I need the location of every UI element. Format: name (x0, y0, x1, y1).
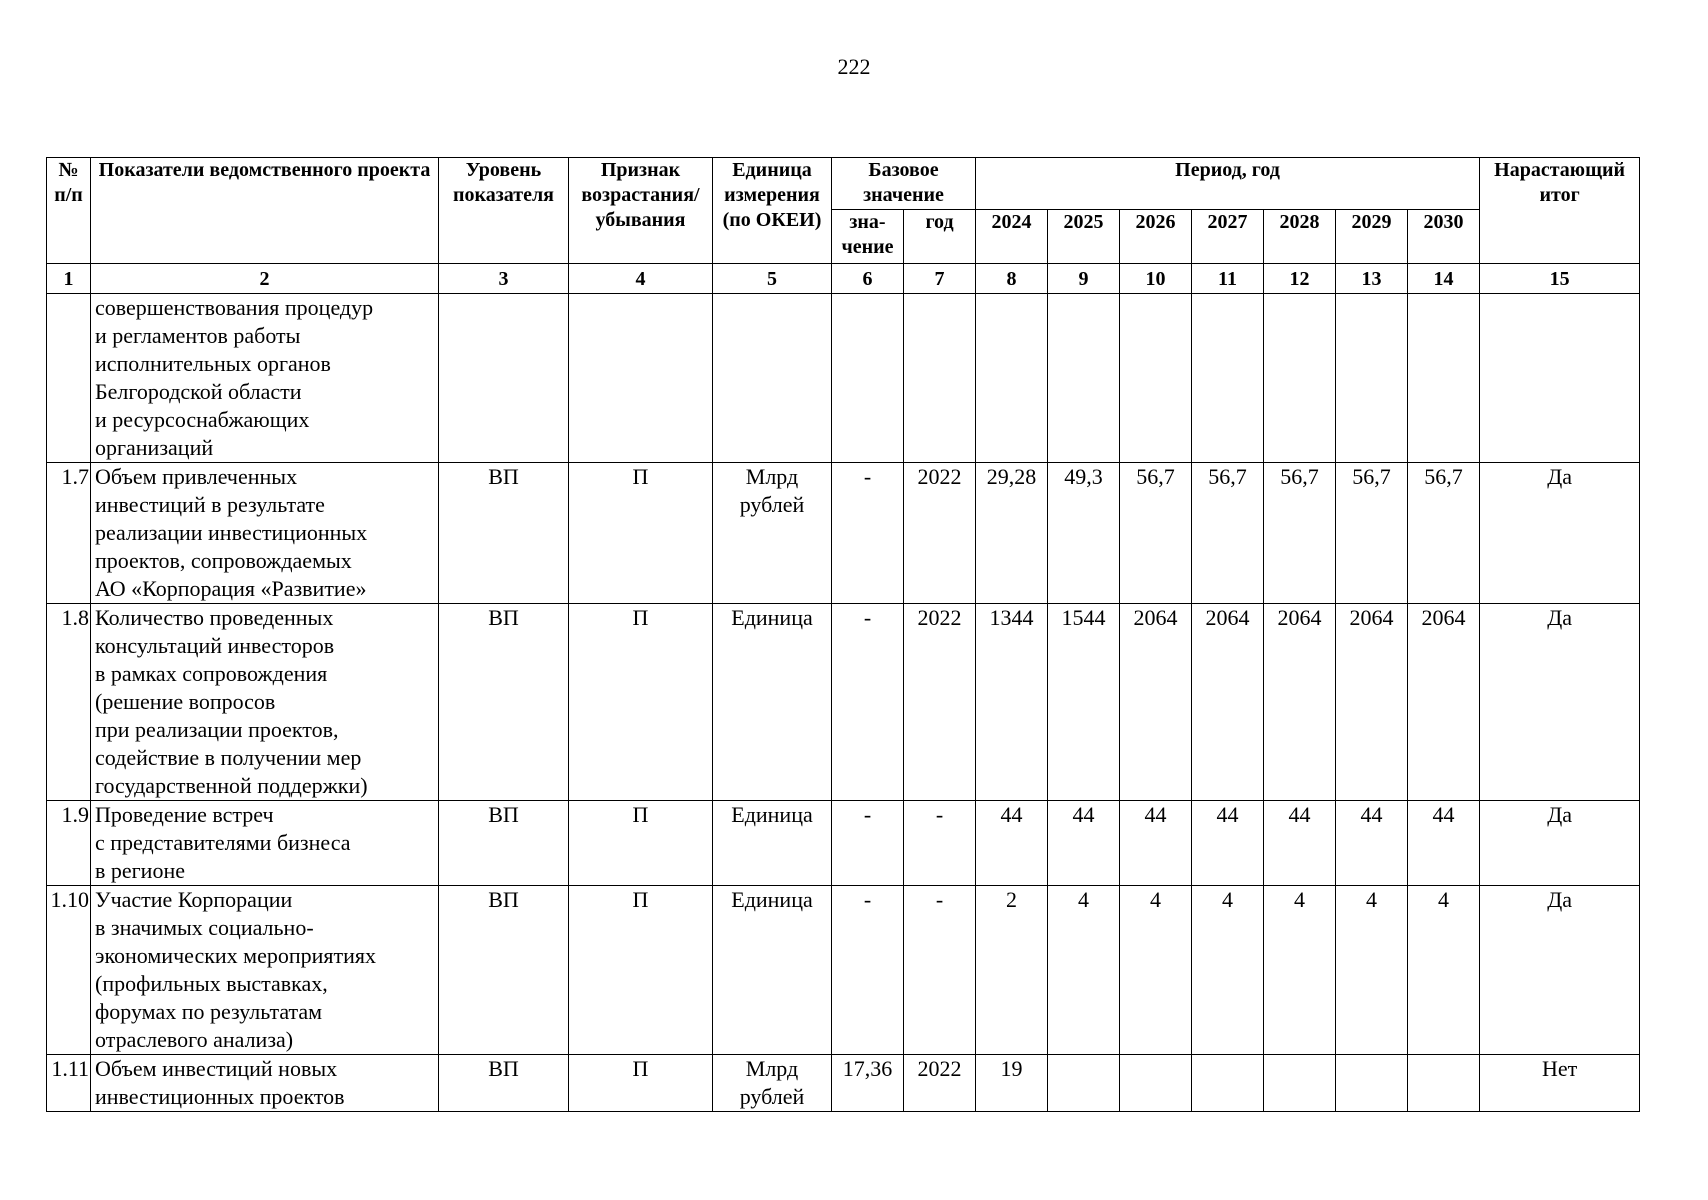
indicator-name-line: организаций (95, 435, 214, 460)
year-value: 1544 (1048, 604, 1120, 801)
indicator-name (91, 604, 439, 801)
row-number: 1.7 (47, 463, 91, 604)
row-number: 1.9 (47, 801, 91, 886)
year-value: 44 (1408, 801, 1480, 886)
column-number: 6 (832, 264, 904, 294)
indicator-name (91, 1055, 439, 1112)
year-value: 44 (1336, 801, 1408, 886)
year-value: 2064 (1336, 604, 1408, 801)
indicator-name-line: государственной поддержки) (95, 773, 368, 798)
indicator-name (91, 463, 439, 604)
indicator-name-line: реализации инвестиционных (95, 520, 368, 545)
base-year (904, 294, 976, 463)
page-number: 222 (837, 54, 871, 79)
indicator-level: ВП (439, 886, 569, 1055)
table-row (47, 886, 1640, 1055)
indicator-name-line: форумах по результатам (95, 999, 323, 1024)
year-value: 19 (976, 1055, 1048, 1112)
indicator-name-line: отраслевого анализа) (95, 1027, 294, 1052)
indicator-name-line: и регламентов работы (95, 323, 301, 348)
column-number: 13 (1336, 264, 1408, 294)
year-value: 4 (1336, 886, 1408, 1055)
indicator-unit (713, 1055, 832, 1112)
year-value: 2064 (1192, 604, 1264, 801)
year-value: 4 (1192, 886, 1264, 1055)
table-row (47, 294, 1640, 463)
base-year: 2022 (904, 1055, 976, 1112)
year-value: 44 (1120, 801, 1192, 886)
header-year: 2024 (976, 210, 1048, 264)
header-trend: Признак возрастания/ убывания (569, 158, 713, 264)
column-number: 3 (439, 264, 569, 294)
cumulative-total: Да (1480, 463, 1640, 604)
indicator-unit-line: Единица (731, 802, 813, 827)
year-value: 56,7 (1336, 463, 1408, 604)
base-value: - (832, 801, 904, 886)
column-number: 8 (976, 264, 1048, 294)
year-value (1264, 1055, 1336, 1112)
column-number: 7 (904, 264, 976, 294)
indicator-name-line: экономических мероприятиях (95, 943, 377, 968)
indicator-name-line: консультаций инвесторов (95, 633, 335, 658)
indicator-unit-line: рублей (739, 1084, 805, 1109)
year-value (1048, 1055, 1120, 1112)
indicator-name-line: (решение вопросов (95, 689, 276, 714)
base-value: - (832, 886, 904, 1055)
indicator-unit-line: Млрд (745, 464, 799, 489)
indicator-level: ВП (439, 801, 569, 886)
indicator-level: ВП (439, 463, 569, 604)
indicator-trend: П (569, 886, 713, 1055)
header-cumulative: Нарастающий итог (1480, 158, 1640, 264)
table-row (47, 604, 1640, 801)
indicator-unit-line: Млрд (745, 1056, 799, 1081)
base-year: - (904, 801, 976, 886)
indicator-trend: П (569, 1055, 713, 1112)
year-value: 44 (976, 801, 1048, 886)
cumulative-total: Да (1480, 886, 1640, 1055)
cumulative-total (1480, 294, 1640, 463)
indicator-name-line: с представителями бизнеса (95, 830, 351, 855)
year-value: 44 (1264, 801, 1336, 886)
indicator-level: ВП (439, 1055, 569, 1112)
column-number: 14 (1408, 264, 1480, 294)
indicator-unit (713, 886, 832, 1055)
header-year: 2028 (1264, 210, 1336, 264)
base-value (832, 294, 904, 463)
base-value: - (832, 463, 904, 604)
header-period: Период, год (976, 158, 1480, 210)
year-value (1336, 294, 1408, 463)
cumulative-total: Да (1480, 604, 1640, 801)
indicator-name-line: проектов, сопровождаемых (95, 548, 352, 573)
indicator-level (439, 294, 569, 463)
cumulative-total: Нет (1480, 1055, 1640, 1112)
year-value (1120, 294, 1192, 463)
indicator-name-line: и ресурсоснабжающих (95, 407, 310, 432)
year-value (976, 294, 1048, 463)
header-year: 2029 (1336, 210, 1408, 264)
indicator-level: ВП (439, 604, 569, 801)
header-base-year: год (904, 210, 976, 264)
column-number-row (47, 264, 1640, 294)
indicator-name-line: Объем привлеченных (95, 464, 298, 489)
header-year: 2030 (1408, 210, 1480, 264)
indicator-name (91, 801, 439, 886)
indicator-trend: П (569, 604, 713, 801)
year-value: 49,3 (1048, 463, 1120, 604)
indicator-name-line: Участие Корпорации (95, 887, 293, 912)
year-value: 4 (1048, 886, 1120, 1055)
year-value: 2064 (1264, 604, 1336, 801)
column-number: 2 (91, 264, 439, 294)
indicator-name-line: АО «Корпорация «Развитие» (95, 576, 367, 601)
indicator-name-line: совершенствования процедур (95, 295, 374, 320)
base-value: - (832, 604, 904, 801)
year-value: 56,7 (1120, 463, 1192, 604)
year-value: 56,7 (1192, 463, 1264, 604)
indicator-unit-line: Единица (731, 605, 813, 630)
cumulative-total: Да (1480, 801, 1640, 886)
year-value: 4 (1408, 886, 1480, 1055)
year-value (1048, 294, 1120, 463)
column-number: 4 (569, 264, 713, 294)
base-year: 2022 (904, 463, 976, 604)
indicator-trend (569, 294, 713, 463)
indicator-name-line: содействие в получении мер (95, 745, 362, 770)
header-nn: № п/п (47, 158, 91, 264)
year-value: 56,7 (1264, 463, 1336, 604)
indicator-unit (713, 604, 832, 801)
year-value (1264, 294, 1336, 463)
header-base: Базовое значение (832, 158, 976, 210)
indicator-unit (713, 294, 832, 463)
indicator-name-line: инвестиционных проектов (95, 1084, 345, 1109)
header-level: Уровень показателя (439, 158, 569, 264)
indicator-trend: П (569, 801, 713, 886)
year-value (1192, 1055, 1264, 1112)
row-number: 1.8 (47, 604, 91, 801)
column-number: 5 (713, 264, 832, 294)
indicator-name-line: Количество проведенных (95, 605, 334, 630)
base-year: - (904, 886, 976, 1055)
header-year: 2025 (1048, 210, 1120, 264)
year-value: 4 (1120, 886, 1192, 1055)
header-year: 2027 (1192, 210, 1264, 264)
indicator-trend: П (569, 463, 713, 604)
table-row (47, 463, 1640, 604)
year-value: 2064 (1120, 604, 1192, 801)
column-number: 15 (1480, 264, 1640, 294)
indicator-name-line: (профильных выставках, (95, 971, 328, 996)
year-value: 56,7 (1408, 463, 1480, 604)
year-value (1120, 1055, 1192, 1112)
row-number: 1.10 (47, 886, 91, 1055)
indicator-name-line: в значимых социально- (95, 915, 314, 940)
indicator-unit (713, 801, 832, 886)
header-unit: Единица измерения (по ОКЕИ) (713, 158, 832, 264)
indicator-name (91, 294, 439, 463)
indicator-name-line: Белгородской области (95, 379, 302, 404)
row-number: 1.11 (47, 1055, 91, 1112)
table-row (47, 1055, 1640, 1112)
year-value (1336, 1055, 1408, 1112)
indicator-name-line: в регионе (95, 858, 185, 883)
column-number: 9 (1048, 264, 1120, 294)
header-base-value: зна-чение (832, 210, 904, 264)
header-indicator: Показатели ведомственного проекта (91, 158, 439, 264)
base-year: 2022 (904, 604, 976, 801)
indicator-name-line: при реализации проектов, (95, 717, 339, 742)
row-number (47, 294, 91, 463)
base-value: 17,36 (832, 1055, 904, 1112)
header-year: 2026 (1120, 210, 1192, 264)
year-value (1192, 294, 1264, 463)
column-number: 12 (1264, 264, 1336, 294)
indicator-unit (713, 463, 832, 604)
indicator-name (91, 886, 439, 1055)
year-value: 2 (976, 886, 1048, 1055)
year-value: 4 (1264, 886, 1336, 1055)
column-number: 11 (1192, 264, 1264, 294)
column-number: 1 (47, 264, 91, 294)
table-row (47, 801, 1640, 886)
indicator-name-line: инвестиций в результате (95, 492, 325, 517)
indicator-name-line: исполнительных органов (95, 351, 331, 376)
year-value (1408, 1055, 1480, 1112)
column-number: 10 (1120, 264, 1192, 294)
indicator-name-line: Объем инвестиций новых (95, 1056, 338, 1081)
year-value: 29,28 (976, 463, 1048, 604)
year-value: 2064 (1408, 604, 1480, 801)
indicator-unit-line: Единица (731, 887, 813, 912)
indicator-name-line: Проведение встреч (95, 802, 274, 827)
indicator-name-line: в рамках сопровождения (95, 661, 328, 686)
year-value: 44 (1192, 801, 1264, 886)
indicator-unit-line: рублей (739, 492, 805, 517)
year-value: 1344 (976, 604, 1048, 801)
indicators-table (46, 157, 1640, 1112)
year-value (1408, 294, 1480, 463)
year-value: 44 (1048, 801, 1120, 886)
